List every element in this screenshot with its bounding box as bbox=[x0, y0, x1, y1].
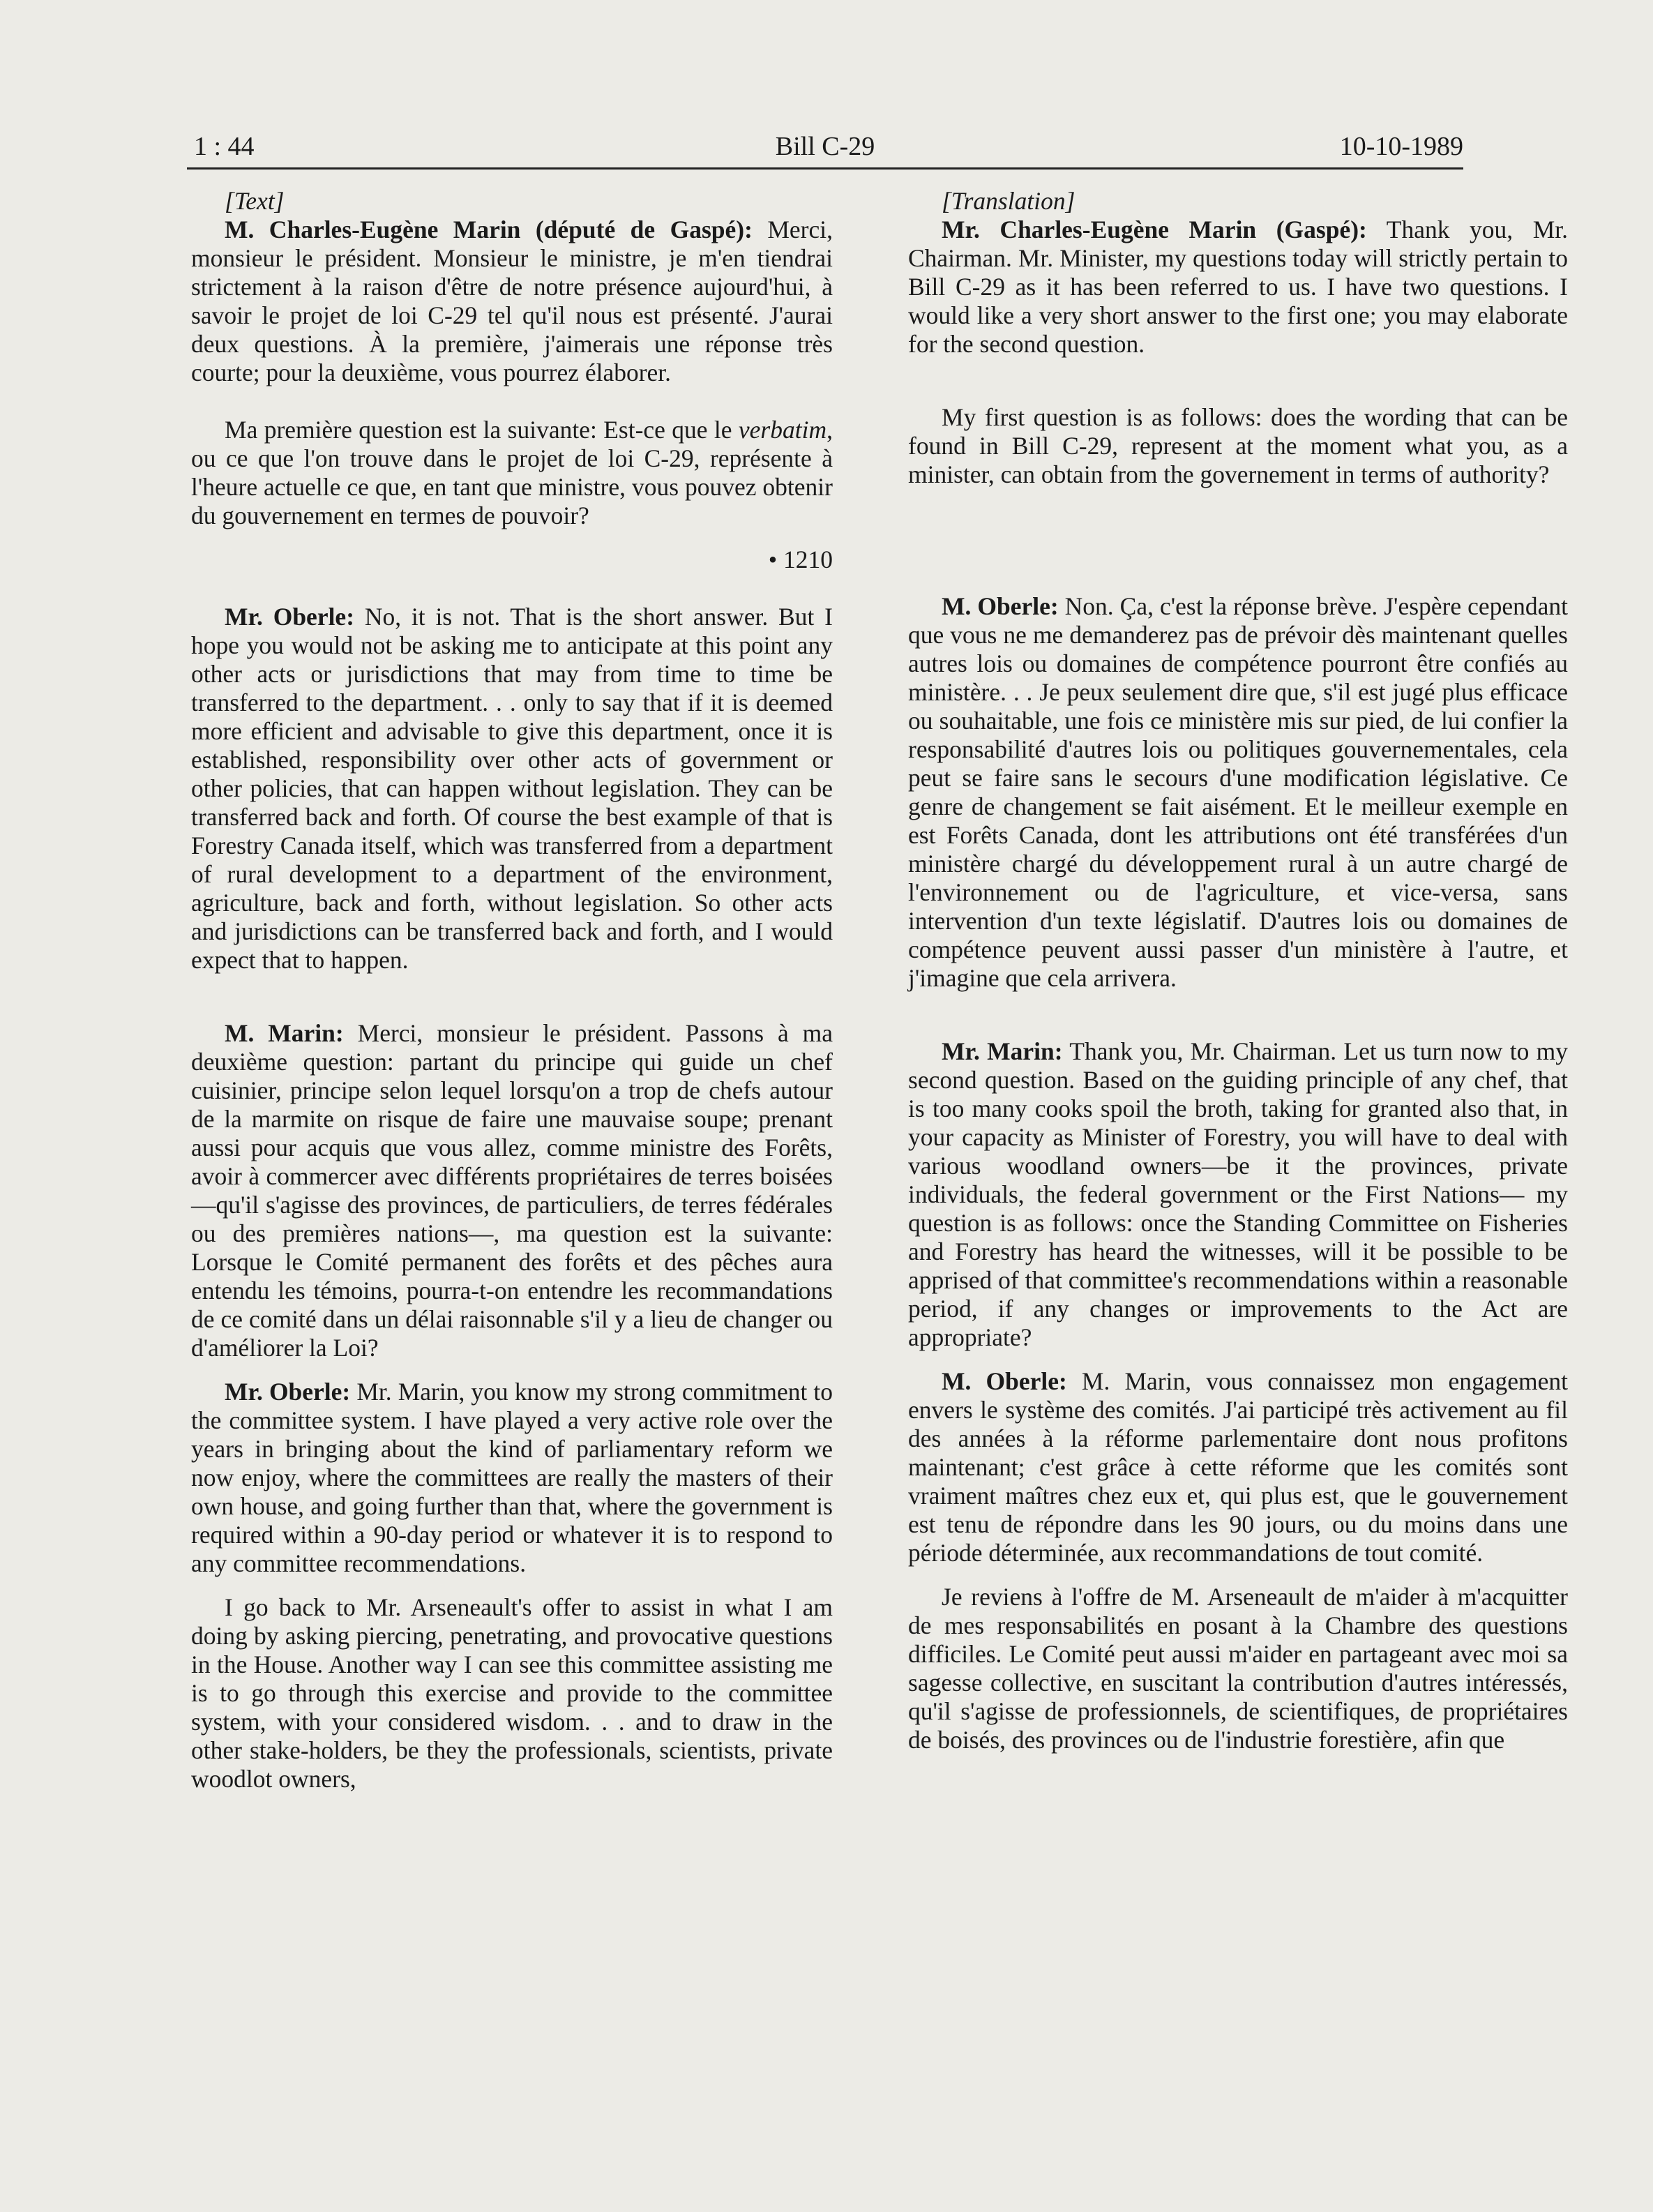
paragraph bbox=[908, 592, 1568, 993]
speech-text: M. Marin, vous connaissez mon engagement envers le système des comités. J'ai participé très activement au fil des années à la réforme parlementaire dont nous profitons maintenant; c'est grâce à cette réforme que les comités sont vraiment maîtres chez eux et, qui plus est, que le gouvernement est tenu de répondre dans les 90 jours, ou du moins dans une période déterminée, aux recommandations de tout comité. bbox=[908, 1367, 1568, 1567]
document-title: Bill C-29 bbox=[775, 132, 875, 161]
paragraph bbox=[191, 416, 833, 530]
right-column bbox=[908, 187, 1568, 1754]
speaker-name: Mr. Marin: bbox=[942, 1037, 1063, 1065]
speaker-name: M. Oberle: bbox=[942, 592, 1059, 620]
paragraph bbox=[908, 216, 1568, 359]
paragraph bbox=[191, 1019, 833, 1362]
speech-text: Thank you, Mr. Chairman. Let us turn now to my second question. Based on the guiding principle of any chef, that is too many cooks spoil the broth, taking for granted also that, in your capacity as Minister of Forestry, you will have to deal with various woodland owners—be it the provinces, private individuals, the federal government or the First Nations— my question is as follows: once the Standing Committee on Fisheries and Forestry has heard the witnesses, will it be possible to be apprised of that committee's recommendations within a reasonable period, if any changes or improvements to the Act are appropriate? bbox=[908, 1037, 1568, 1351]
translation-marker: [Translation] bbox=[942, 187, 1075, 215]
left-column bbox=[191, 187, 833, 1793]
paragraph bbox=[191, 216, 833, 387]
speech-text: Thank you, Mr. Chairman. Mr. Minister, my questions today will strictly pertain to Bill C-29 as it has been referred to us. I have two questions. I would like a very short answer to the first one; you may elaborate for the second question. bbox=[908, 216, 1569, 358]
speech-text: Merci, monsieur le président. Monsieur le ministre, je m'en tiendrai strictement à la raison d'être de notre présence aujourd'hui, à savoir le projet de loi C-29 tel qu'il nous est présenté. J'aurai deux questions. À la première, j'aimerais une réponse très courte; pour la deuxième, vous pourrez élaborer. bbox=[191, 216, 833, 386]
speaker-name: Mr. Charles-Eugène Marin (Gaspé): bbox=[942, 216, 1367, 243]
paragraph bbox=[908, 1367, 1568, 1567]
speech-text: Merci, monsieur le président. Passons à ma deuxième question: partant du principe qui guide un chef cuisinier, principe selon lequel lorsqu'on a trop de chefs autour de la marmite on risque de faire une mauvaise soupe; prenant aussi pour acquis que vous allez, comme ministre des Forêts, avoir à commercer avec différents propriétaires de terres boisées—qu'il s'agisse des provinces, de particuliers, de terres fédérales ou des premières nations—, ma question est la suivante: Lorsque le Comité permanent des forêts et des pêches aura entendu les témoins, pourra-t-on entendre les recommandations de ce comité dans un délai raisonnable s'il y a lieu de changer ou d'améliorer la Loi? bbox=[191, 1019, 833, 1362]
speaker-name: M. Oberle: bbox=[942, 1367, 1067, 1395]
speaker-name: Mr. Oberle: bbox=[225, 1378, 351, 1406]
header-rule bbox=[187, 167, 1463, 170]
timestamp: • 1210 bbox=[768, 546, 833, 573]
page-header bbox=[187, 131, 1463, 173]
document-date: 10-10-1989 bbox=[1339, 132, 1463, 161]
paragraph bbox=[191, 603, 833, 975]
speech-text: Non. Ça, c'est la réponse brève. J'espère cependant que vous ne me demanderez pas de prévoir dès maintenant quelles autres lois ou domaines de compétence pourront être confiés au ministère. . . Je peux seulement dire que, s'il est jugé plus efficace ou souhaitable, une fois ce ministère mis sur pied, de lui confier la responsabilité d'autres lois ou politiques gouvernementales, cela peut se faire sans le secours d'une modification législative. Ce genre de changement se fait aisément. Et le meilleur exemple en est Forêts Canada, dont les attributions ont été transférées d'un ministère chargé du développement rural à un autre chargé de l'environnement ou de l'agriculture, et vice-versa, sans intervention d'un texte législatif. D'autres lois ou domaines de compétence peuvent aussi passer d'un ministère à l'autre, et j'imagine que cela arrivera. bbox=[908, 592, 1568, 992]
speech-text: No, it is not. That is the short answer. But I hope you would not be asking me to anticipate at this point any other acts or jurisdictions that may from time to time be transferred to the department. . . only to say that if it is deemed more efficient and advisable to give this department, once it is established, responsibility over other acts of government or other policies, that can happen without legislation. They can be transferred back and forth. Of course the best example of that is Forestry Canada itself, which was transferred from a department of rural development to a department of the environment, agriculture, back and forth, without legislation. So other acts and jurisdictions can be transferred back and forth, and I would expect that to happen. bbox=[191, 603, 833, 974]
text-marker: [Text] bbox=[225, 187, 285, 215]
speech-text: Mr. Marin, you know my strong commitment to the committee system. I have played a very active role over the years in bringing about the kind of parliamentary reform we now enjoy, where the committees are really the masters of their own house, and going further than that, where the government is required within a 90-day period or whatever it is to respond to any committee recommendations. bbox=[191, 1378, 833, 1577]
italic-term: verbatim bbox=[738, 416, 827, 444]
speech-text: , ou ce que l'on trouve dans le projet de loi C-29, représente à l'heure actuelle ce que, en tant que ministre, vous pouvez obtenir du gouvernement en termes de pouvoir? bbox=[191, 416, 833, 529]
paragraph: My first question is as follows: does the wording that can be found in Bill C-29, represent at the moment what you, as a minister, can obtain from the governement in terms of authority? bbox=[908, 403, 1568, 488]
paragraph bbox=[191, 1378, 833, 1578]
speech-text: Ma première question est la suivante: Est-ce que le bbox=[225, 416, 739, 444]
speaker-name: Mr. Oberle: bbox=[225, 603, 355, 631]
paragraph: Je reviens à l'offre de M. Arseneault de m'aider à m'acquitter de mes responsabilités en posant à la Chambre des questions difficiles. Le Comité peut aussi m'aider en partageant avec moi sa sagesse collective, en suscitant la contribution d'autres intéressés, qu'il s'agisse de professionnels, de scientifiques, de propriétaires de boisés, des provinces ou de l'industrie forestière, afin que bbox=[908, 1583, 1568, 1754]
speaker-name: M. Charles-Eugène Marin (député de Gaspé): bbox=[225, 216, 753, 243]
speaker-name: M. Marin: bbox=[225, 1019, 344, 1047]
page-number: 1 : 44 bbox=[194, 132, 255, 161]
paragraph: I go back to Mr. Arseneault's offer to assist in what I am doing by asking piercing, penetrating, and provocative questions in the House. Another way I can see this committee assisting me is to go through this exercise and provide to the committee system, with your considered wisdom. . . and to draw in the other stake-holders, be they the professionals, scientists, private woodlot owners, bbox=[191, 1593, 833, 1793]
paragraph bbox=[908, 1037, 1568, 1352]
